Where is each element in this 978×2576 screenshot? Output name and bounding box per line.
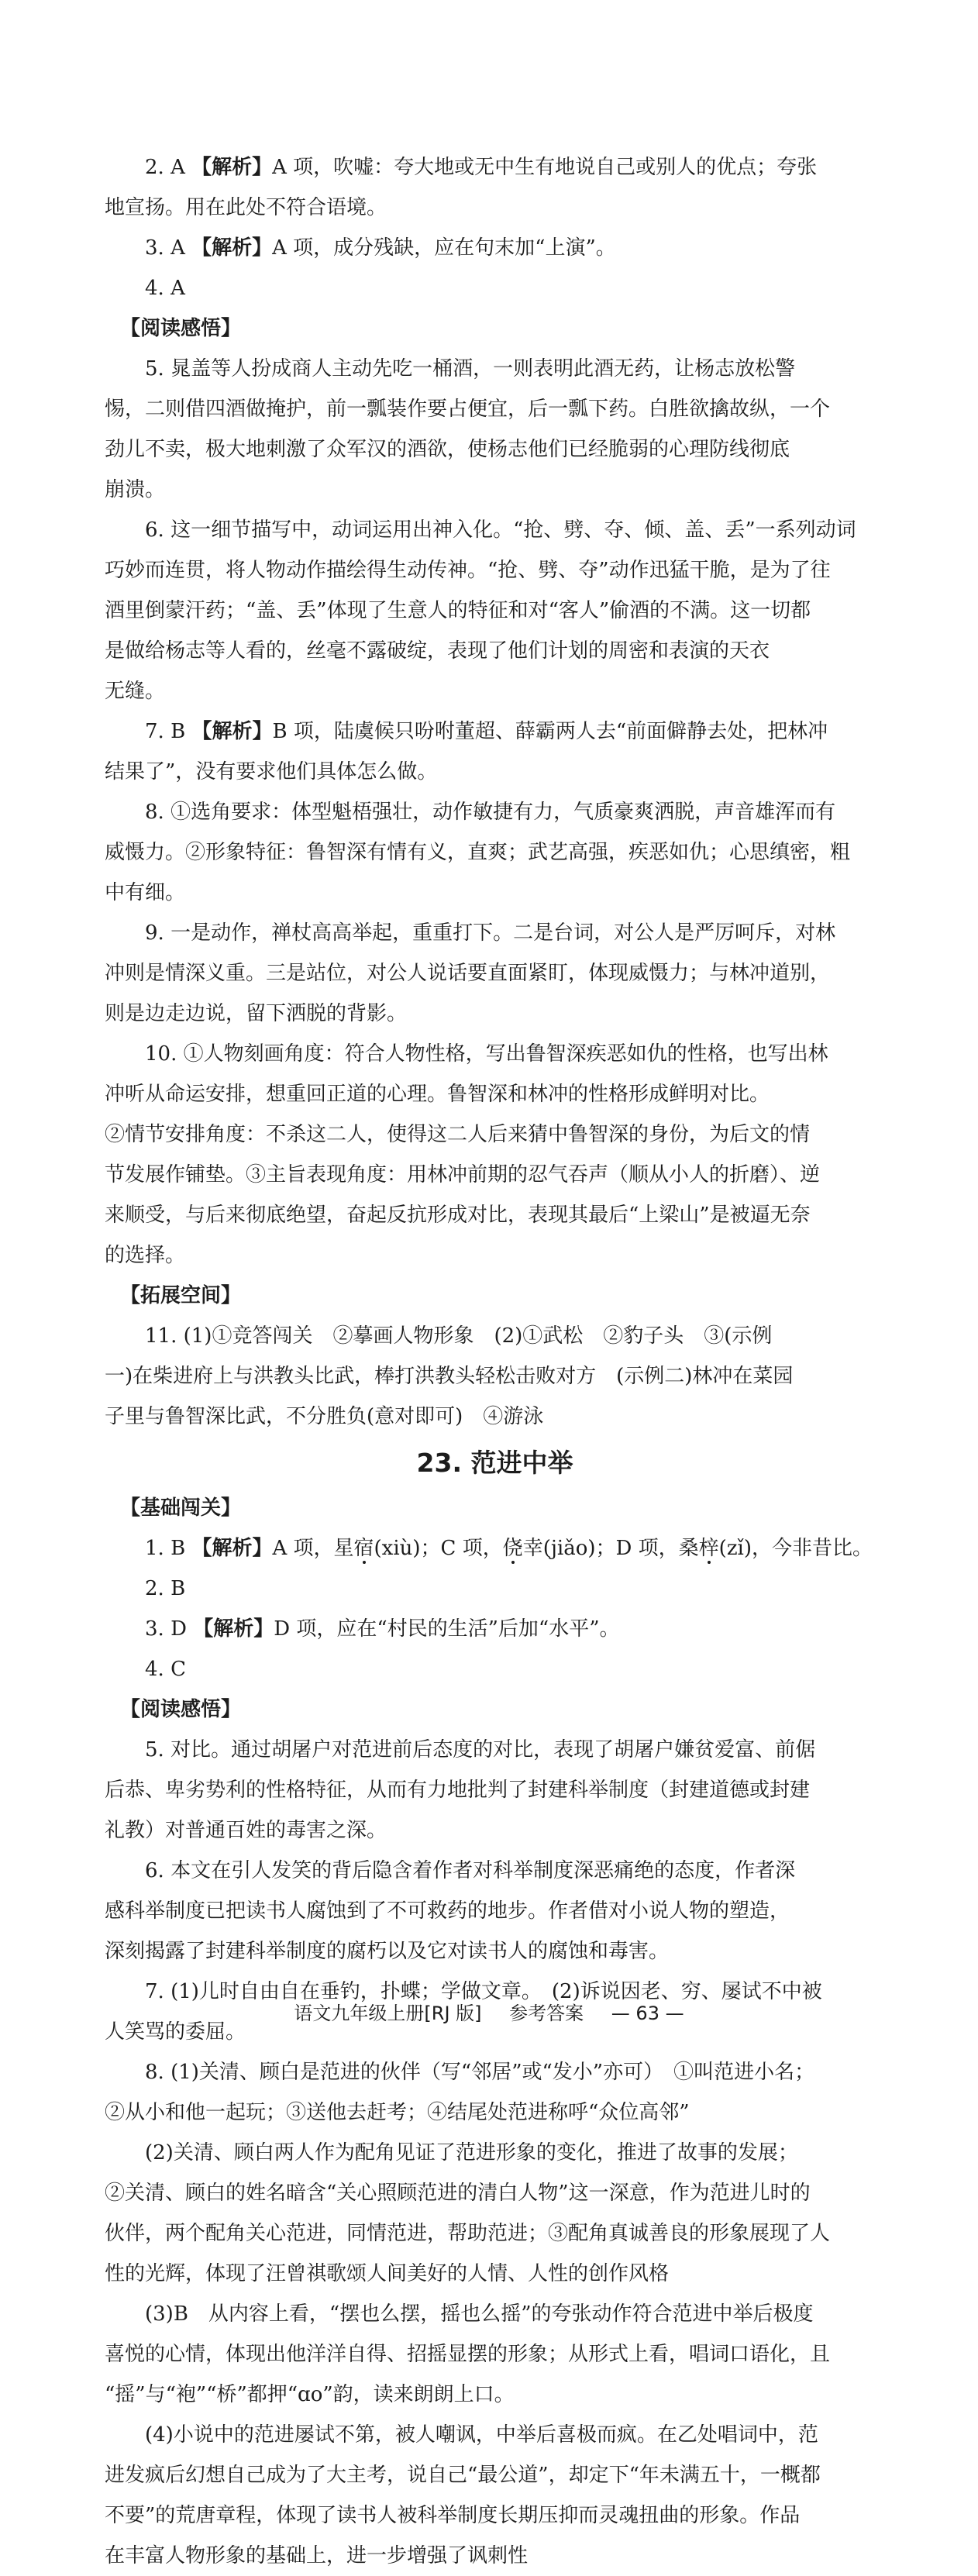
lesson23-answer-5: 5. 对比。通过胡屠户对范进前后态度的对比，表现了胡屠户嫌贫爱富、前倨 后恭、卑劣势利的性格特征，从而有力地批判了封建科举制度（封建道德或封建 礼教）对普通百姓的毒害之深。 [105, 1738, 816, 1842]
reading-heading: 【阅读感悟】 [120, 1698, 242, 1721]
answer-2: 2. A 【解析】A 项，吹嘘：夸大地或无中生有地说自己或别人的优点；夸张 [145, 156, 818, 179]
analysis-tag: 【解析】 [191, 156, 273, 179]
lesson-title: 23. 范进中举 [416, 1448, 573, 1478]
emphasis-dot-char: 梓 [698, 1537, 719, 1560]
analysis-tag: 【解析】 [191, 720, 273, 743]
answer-11: 11. (1)①竞答闯关 ②摹画人物形象 (2)①武松 ②豹子头 ③(示例 一)在柴进府上与洪教头比武，棒打洪教头轻松击败对方 (示例二)林冲在菜园 子里与鲁智深比武，不分胜负(意对即可) ④游泳 [105, 1324, 794, 1428]
page-number: — 63 — [611, 2003, 684, 2024]
analysis-tag: 【解析】 [191, 1537, 273, 1560]
answer-10: 10. ①人物刻画角度：符合人物性格，写出鲁智深疾恶如仇的性格，也写出林 冲听从命运安排，想重回正道的心理。鲁智深和林冲的性格形成鲜明对比。 ②情节安排角度：不杀这二人，使得这二人后来猜中鲁智深的身份，为后文的情 节发展作铺垫。③主旨表现角度：用林冲前期的忍气吞声（顺从小人的折磨）、逆 来顺受，与后来彻底绝望，奋起反抗形成对比，表现其最后“上梁山”是被逼无奈 的选择。 [105, 1042, 828, 1267]
answer-8: 8. ①选角要求：体型魁梧强壮，动作敏捷有力，气质豪爽洒脱，声音雄浑而有 威慑力。②形象特征：鲁智深有情有义，直爽；武艺高强，疾恶如仇；心思缜密，粗 中有细。 [105, 801, 851, 904]
lesson23-answer-7: 7. (1)儿时自由自在垂钓，扑蝶；学做文章。 (2)诉说因老、穷、屡试不中被 人笑骂的委屈。 [105, 1980, 822, 2044]
lesson23-answer-8-part3: (3)B 从内容上看，“摆也么摆，摇也么摇”的夸张动作符合范进中举后极度 喜悦的心情，体现出他洋洋自得、招摇显摆的形象；从形式上看，唱词口语化，且 “摇”与“袍”“桥”都押“ɑo”韵，读来朗朗上口。 [105, 2302, 831, 2406]
answer-5: 5. 晁盖等人扮成商人主动先吃一桶酒，一则表明此酒无药，让杨志放松警 惕，二则借四酒做掩护，前一瓢装作要占便宜，后一瓢下药。白胜欲擒故纵，一个 劲儿不卖，极大地刺激了众军汉的酒欲，使杨志他们已经脆弱的心理防线彻底 崩溃。 [105, 357, 831, 501]
lesson23-answer-4: 4. C [145, 1658, 186, 1681]
answer-3: 3. A 【解析】A 项，成分残缺，应在句末加“上演”。 [145, 236, 616, 260]
basic-heading: 【基础闯关】 [120, 1496, 242, 1520]
book-name: 语文九年级上册[RJ 版] [294, 2003, 482, 2024]
reading-heading: 【阅读感悟】 [120, 317, 242, 340]
analysis-tag: 【解析】 [191, 236, 273, 260]
analysis-tag: 【解析】 [193, 1617, 274, 1641]
answer-4: 4. A [145, 277, 185, 300]
extension-heading: 【拓展空间】 [120, 1284, 242, 1307]
lesson23-answer-8-part4: (4)小说中的范进屡试不第，被人嘲讽，中举后喜极而疯。在乙处唱词中，范 进发疯后幻想自己成为了大主考，说自己“最公道”，却定下“年未满五十，一概都 不要”的荒唐章程，体现了读书人被科举制度长期压抑而灵魂扭曲的形象。作品 在丰富人物形象的基础上，进一步增强了讽刺性 [105, 2423, 821, 2567]
emphasis-dot-char: 侥 [502, 1537, 523, 1560]
answer-7-cont: 结果了”，没有要求他们具体怎么做。 [105, 760, 438, 783]
lesson23-answer-2: 2. B [145, 1577, 186, 1600]
lesson23-answer-6: 6. 本文在引人发笑的背后隐含着作者对科举制度深恶痛绝的态度，作者深 感科举制度已把读书人腐蚀到了不可救药的地步。作者借对小说人物的塑造， 深刻揭露了封建科举制度的腐朽以及它对读书人的腐蚀和毒害。 [105, 1859, 796, 1963]
lesson23-answer-1: 1. B 【解析】A 项，星宿(xiù)；C 项，侥幸(jiǎo)；D 项，桑梓(zǐ)，今非昔比。 [145, 1537, 873, 1560]
emphasis-dot-char: 宿 [353, 1537, 374, 1560]
answer-7: 7. B 【解析】B 项，陆虞候只吩咐董超、薛霸两人去“前面僻静去处，把林冲 [145, 720, 828, 743]
answer-9: 9. 一是动作，禅杖高高举起，重重打下。二是台词，对公人是严厉呵斥，对林 冲则是情深义重。三是站位，对公人说话要直面紧盯，体现威慑力；与林冲道别， 则是边走边说，留下洒脱的背影。 [105, 921, 836, 1025]
lesson23-answer-8-part2: (2)关清、顾白两人作为配角见证了范进形象的变化，推进了故事的发展； ②关清、顾白的姓名暗含“关心照顾范进的清白人物”这一深意，作为范进儿时的 伙伴，两个配角关心范进，同情范进，帮助范进；③配角真诚善良的形象展现了人 性的光辉，体现了汪曾祺歌颂人间美好的人情、人性的创作风格 [105, 2141, 831, 2285]
answer-6: 6. 这一细节描写中，动词运用出神入化。“抢、劈、夺、倾、盖、丢”一系列动词 巧妙而连贯，将人物动作描绘得生动传神。“抢、劈、夺”动作迅猛干脆，是为了往 酒里倒蒙汗药；“盖、丢”体现了生意人的特征和对“客人”偷酒的不满。这一切都 是做给杨志等人看的，丝毫不露破绽，表现了他们计划的周密和表演的天衣 无缝。 [105, 518, 856, 703]
answer-2-cont: 地宣扬。用在此处不符合语境。 [105, 196, 387, 219]
page-footer [0, 1999, 978, 2027]
lesson23-answer-3: 3. D 【解析】D 项，应在“村民的生活”后加“水平”。 [145, 1617, 620, 1641]
section-name: 参考答案 [509, 2003, 584, 2024]
lesson23-answer-8-part1: 8. (1)关清、顾白是范进的伙伴（写“邻居”或“发小”亦可） ①叫范进小名； ②从小和他一起玩；③送他去赶考；④结尾处范进称呼“众位高邻” [105, 2061, 815, 2124]
